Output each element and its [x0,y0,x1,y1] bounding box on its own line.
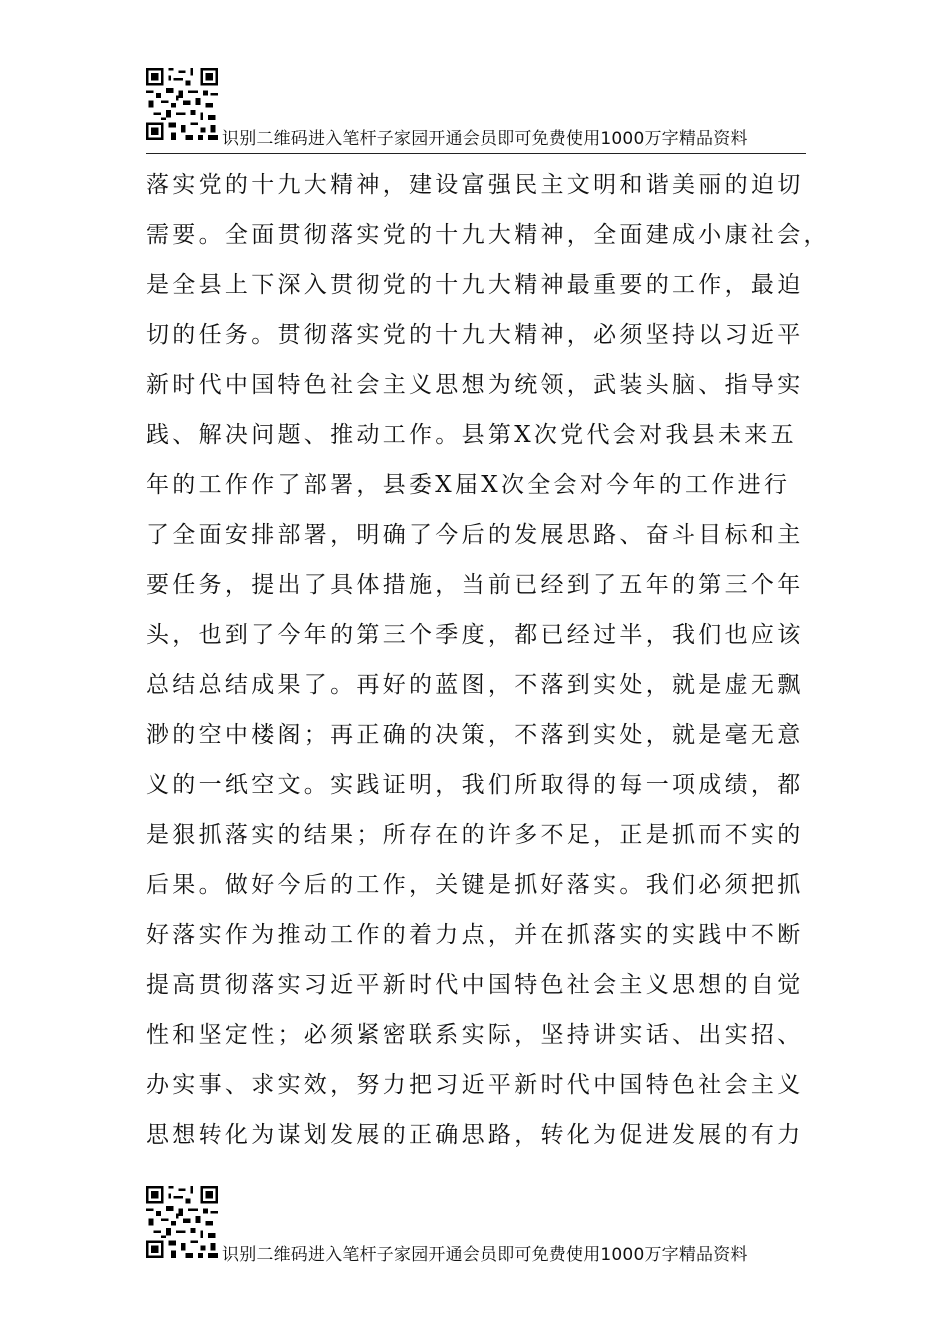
page-header [146,68,806,154]
page-footer [146,1186,806,1266]
body-line: 好落实作为推动工作的着力点，并在抓落实的实践中不断 [146,922,804,948]
body-line: 后果。做好今后的工作，关键是抓好落实。我们必须把抓 [146,872,804,898]
body-line: 了全面安排部署，明确了今后的发展思路、奋斗目标和主 [146,522,804,548]
body-line: 是狠抓落实的结果；所存在的许多不足，正是抓而不实的 [146,822,804,848]
body-line: 年的工作作了部署，县委X届X次全会对今年的工作进行 [146,472,791,498]
body-line: 头，也到了今年的第三个季度，都已经过半，我们也应该 [146,622,804,648]
body-line: 新时代中国特色社会主义思想为统领，武装头脑、指导实 [146,372,804,398]
body-line: 需要。全面贯彻落实党的十九大精神，全面建成小康社会， [146,222,830,248]
body-line: 要任务，提出了具体措施，当前已经到了五年的第三个年 [146,572,804,598]
body-line: 办实事、求实效，努力把习近平新时代中国特色社会主义 [146,1072,804,1098]
body-line: 是全县上下深入贯彻党的十九大精神最重要的工作，最迫 [146,272,804,298]
body-line: 义的一纸空文。实践证明，我们所取得的每一项成绩，都 [146,772,804,798]
body-line: 性和坚定性；必须紧密联系实际，坚持讲实话、出实招、 [146,1022,804,1048]
body-line: 提高贯彻落实习近平新时代中国特色社会主义思想的自觉 [146,972,804,998]
body-line: 践、解决问题、推动工作。县第X次党代会对我县未来五 [146,422,797,448]
header-divider [146,153,806,154]
qr-code-icon[interactable] [146,68,218,140]
footer-banner-text: 识别二维码进入笔杆子家园开通会员即可免费使用1000万字精品资料 [222,1245,748,1265]
header-banner-text: 识别二维码进入笔杆子家园开通会员即可免费使用1000万字精品资料 [222,129,748,149]
body-line: 切的任务。贯彻落实党的十九大精神，必须坚持以习近平 [146,322,804,348]
body-line: 总结总结成果了。再好的蓝图，不落到实处，就是虚无飘 [146,672,804,698]
body-line: 思想转化为谋划发展的正确思路，转化为促进发展的有力 [146,1122,804,1148]
document-body [146,160,830,1160]
qr-code-icon[interactable] [146,1186,218,1258]
body-line: 落实党的十九大精神，建设富强民主文明和谐美丽的迫切 [146,172,804,198]
body-line: 渺的空中楼阁；再正确的决策，不落到实处，就是毫无意 [146,722,804,748]
